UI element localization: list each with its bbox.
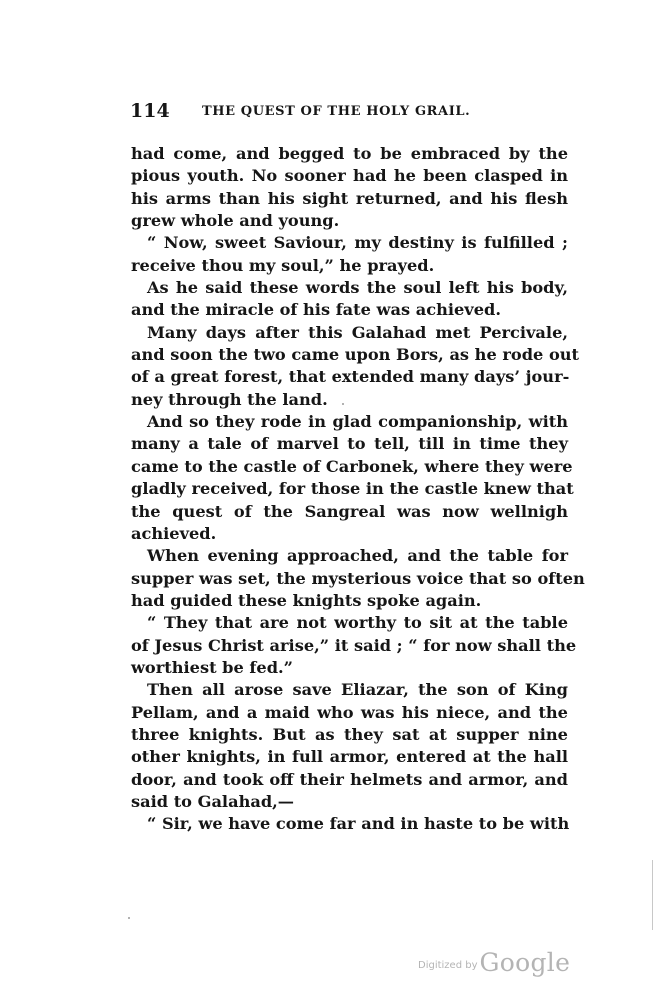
text-line: When evening approached, and the table for xyxy=(147,546,568,566)
text-line: As he said these words the soul left his body, xyxy=(147,278,568,298)
text-line: receive thou my soul,” he prayed. xyxy=(131,255,435,275)
page-edge-line xyxy=(652,860,653,930)
page-number: 114 xyxy=(130,100,170,122)
text-line: “ Now, sweet Saviour, my destiny is fulfilled ; xyxy=(147,233,568,253)
text-line: gladly received, for those in the castle knew that xyxy=(131,479,574,499)
text-line: supper was set, the mysterious voice that so often xyxy=(131,568,585,588)
text-line: had come, and begged to be embraced by the xyxy=(131,144,568,163)
text-line: many a tale of marvel to tell, till in time they xyxy=(131,434,568,454)
stray-mark xyxy=(128,917,130,919)
watermark-prefix: Digitized by xyxy=(418,960,478,971)
text-line: of a great forest, that extended many days’ jour- xyxy=(131,367,570,387)
text-line: door, and took off their helmets and armor, and xyxy=(131,769,568,789)
text-line: his arms than his sight returned, and his flesh xyxy=(131,188,568,208)
text-line: ney through the land. xyxy=(131,389,328,409)
text-line: Many days after this Galahad met Percivale, xyxy=(147,322,568,342)
text-line: “ Sir, we have come far and in haste to be with xyxy=(147,814,570,834)
text-line: the quest of the Sangreal was now wellnigh xyxy=(131,501,568,521)
text-line: came to the castle of Carbonek, where they were xyxy=(131,456,573,476)
text-line: worthiest be fed.” xyxy=(131,657,293,677)
running-title: THE QUEST OF THE HOLY GRAIL. xyxy=(202,104,471,119)
text-line: And so they rode in glad companionship, with xyxy=(147,412,568,432)
text-line: had guided these knights spoke again. xyxy=(131,590,482,610)
body-text xyxy=(131,143,585,836)
watermark-brand: Google xyxy=(479,948,571,977)
text-line: and soon the two came upon Bors, as he rode out xyxy=(131,345,580,365)
stray-mark xyxy=(342,403,344,405)
text-line: pious youth. No sooner had he been clasped in xyxy=(131,166,568,186)
text-line: Then all arose save Eliazar, the son of King xyxy=(147,680,568,700)
page-header xyxy=(130,100,570,126)
text-line: other knights, in full armor, entered at the hall xyxy=(131,747,568,767)
text-line: “ They that are not worthy to sit at the table xyxy=(147,613,568,633)
text-line: said to Galahad,— xyxy=(131,791,294,811)
text-line: three knights. But as they sat at supper nine xyxy=(131,724,568,744)
text-line: of Jesus Christ arise,” it said ; “ for now shall the xyxy=(131,635,577,655)
text-line: Pellam, and a maid who was his niece, and the xyxy=(131,702,568,722)
digitized-by-google-watermark xyxy=(418,948,570,977)
text-line: grew whole and young. xyxy=(131,211,340,231)
text-line: and the miracle of his fate was achieved. xyxy=(131,300,501,320)
text-line: achieved. xyxy=(131,523,217,543)
